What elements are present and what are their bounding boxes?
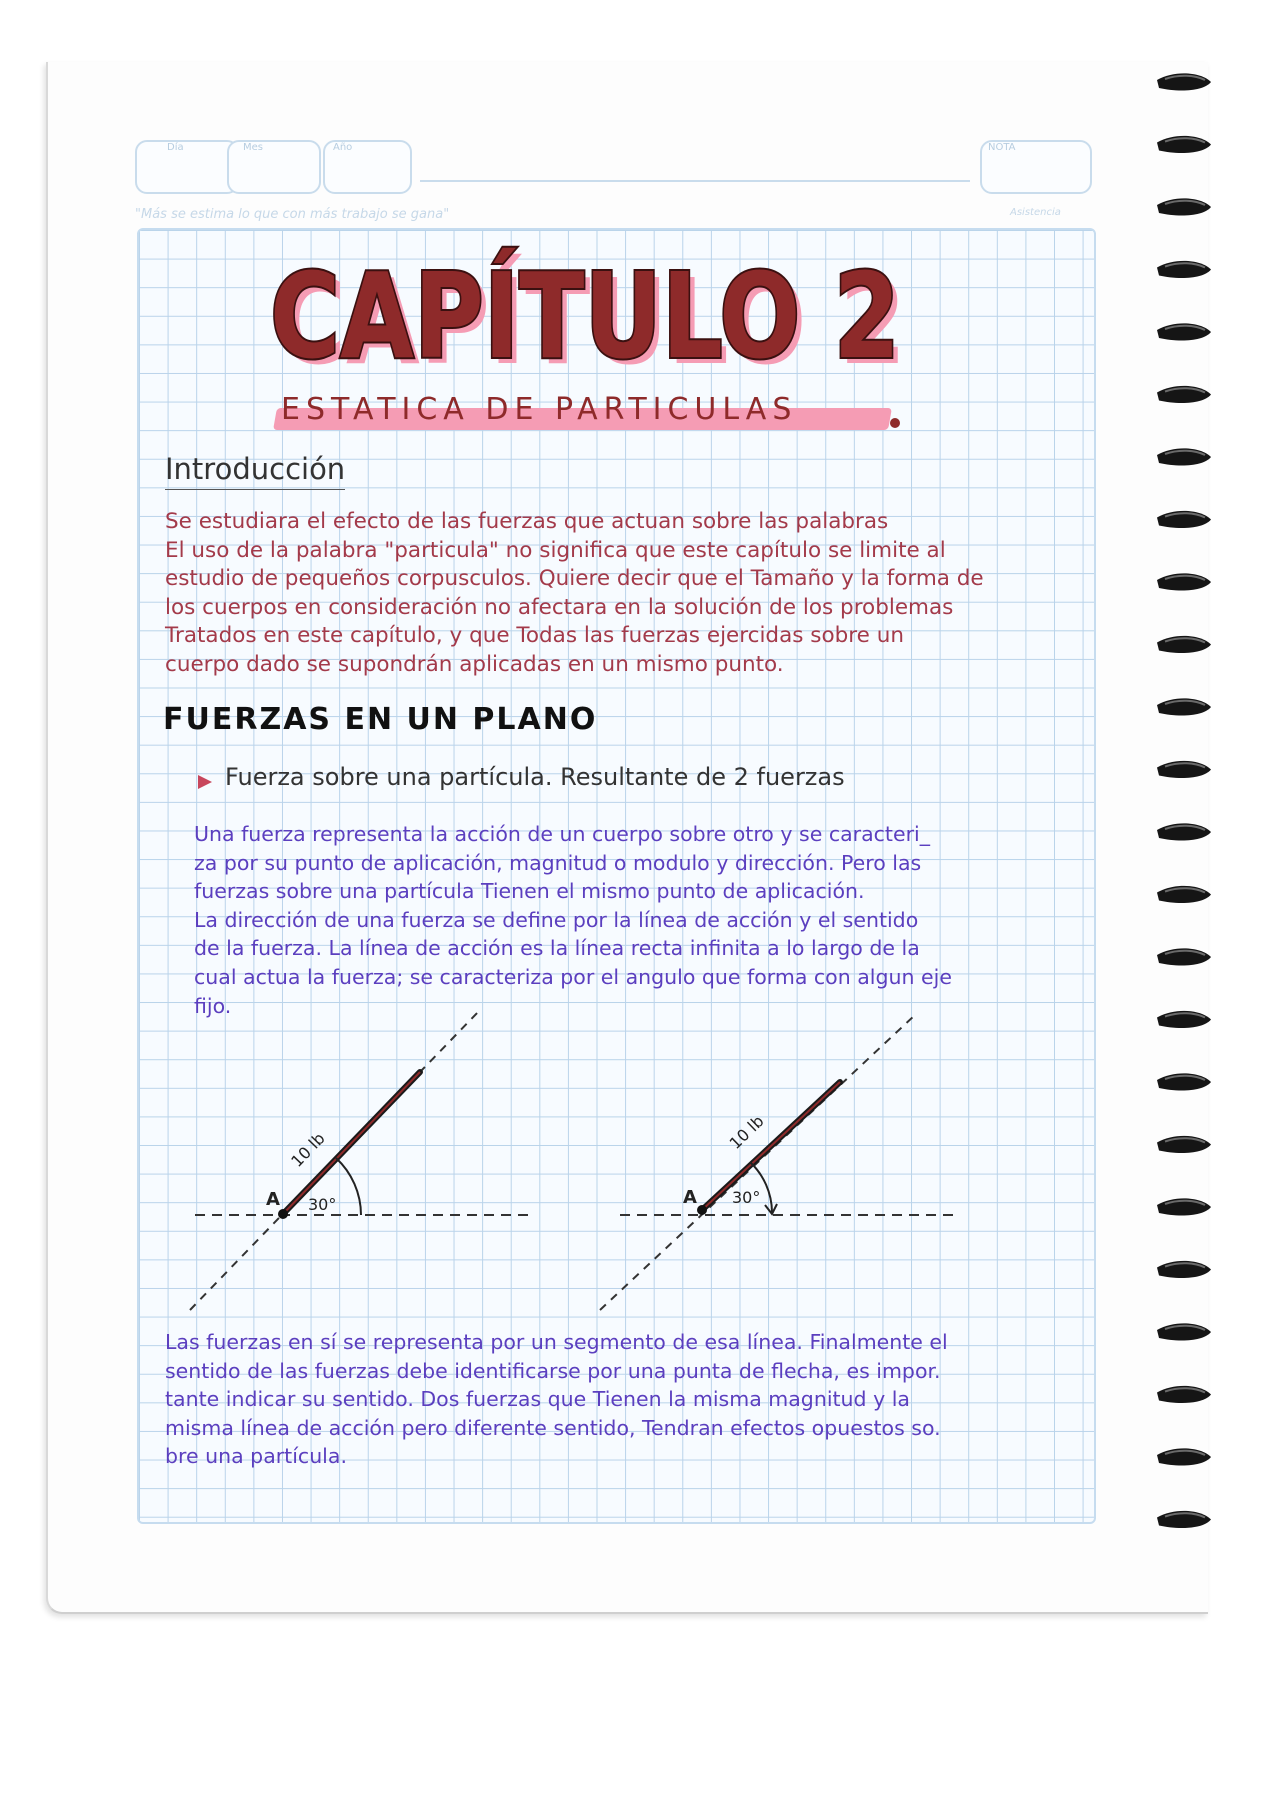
spiral-binding bbox=[1155, 58, 1215, 1618]
year-label: Año bbox=[333, 142, 353, 153]
day-box bbox=[135, 140, 239, 194]
chapter-title-text: CAPÍTULO 2 bbox=[270, 247, 900, 385]
angle-label: 30° bbox=[308, 1195, 337, 1214]
header-line bbox=[420, 180, 970, 182]
section-paragraph: Una fuerza representa la acción de un cuerpo sobre otro y se caracteri_ za por su punto de aplicación, magnitud o modulo y dirección. Pero las fuerzas sobre una partícula Tienen el mismo punto de aplicación. La dirección de una fuerza se define por la línea de acción y el sentido de la fuerza. La línea de acción es la línea recta infinita a lo largo de la cual actua la fuerza; se caracteriza por el angulo que forma con algun eje fijo. bbox=[194, 822, 952, 1018]
angle-label: 30° bbox=[732, 1188, 761, 1207]
month-box bbox=[227, 140, 321, 194]
subtitle-banner bbox=[275, 390, 895, 434]
chapter-title bbox=[270, 245, 920, 385]
magnitude-label: 10 lb bbox=[287, 1128, 329, 1171]
chapter-subtitle: ESTATICA DE PARTICULAS bbox=[281, 392, 798, 427]
motto: "Más se estima lo que con más trabajo se gana" bbox=[135, 207, 450, 222]
bullet-icon bbox=[198, 775, 212, 789]
closing-paragraph: Las fuerzas en sí se representa por un segmento de esa línea. Finalmente el sentido de las fuerzas debe identificarse por una punta de flecha, es impor. tante indicar su sentido. Dos fuerzas que Tienen la misma magnitud y la misma línea de acción pero diferente sentido, Tendran efectos opuestos so. bre una partícula. bbox=[165, 1330, 948, 1469]
day-label: Día bbox=[167, 142, 184, 153]
subtitle-dot bbox=[890, 418, 900, 428]
chapter-title-shadow: CAPÍTULO 2 bbox=[276, 253, 906, 385]
section-subheading: Fuerza sobre una partícula. Resultante de 2 fuerzas bbox=[225, 763, 845, 791]
magnitude-label: 10 lb bbox=[725, 1111, 768, 1153]
intro-underline bbox=[165, 489, 345, 490]
point-a-label: A bbox=[683, 1187, 697, 1208]
intro-paragraph: Se estudiara el efecto de las fuerzas que actuan sobre las palabras El uso de la palabra "particula" no significa que este capítulo se limite al estudio de pequeños corpusculos. Quiere decir que el Tamaño y la forma de los cuerpos en consideración no afectara en la solución de los problemas Tratados en este capítulo, y que Todas las fuerzas ejercidas sobre un cuerpo dado se supondrán aplicadas en un mismo punto. bbox=[165, 509, 984, 677]
force-diagram-left bbox=[190, 1010, 530, 1310]
intro-heading: Introducción bbox=[165, 452, 346, 486]
force-diagram-right bbox=[600, 1015, 960, 1310]
month-label: Mes bbox=[243, 142, 263, 153]
nota-label: NOTA bbox=[988, 142, 1016, 153]
force-vector-core bbox=[702, 1082, 840, 1210]
point-a-dot bbox=[697, 1205, 707, 1215]
section-heading: FUERZAS EN UN PLANO bbox=[163, 702, 598, 737]
date-header bbox=[135, 140, 1090, 192]
point-a-dot bbox=[278, 1209, 288, 1219]
force-diagrams bbox=[180, 1000, 1020, 1330]
asistencia-label: Asistencia bbox=[1010, 207, 1061, 218]
angle-arc bbox=[336, 1158, 361, 1215]
point-a-label: A bbox=[266, 1189, 280, 1210]
